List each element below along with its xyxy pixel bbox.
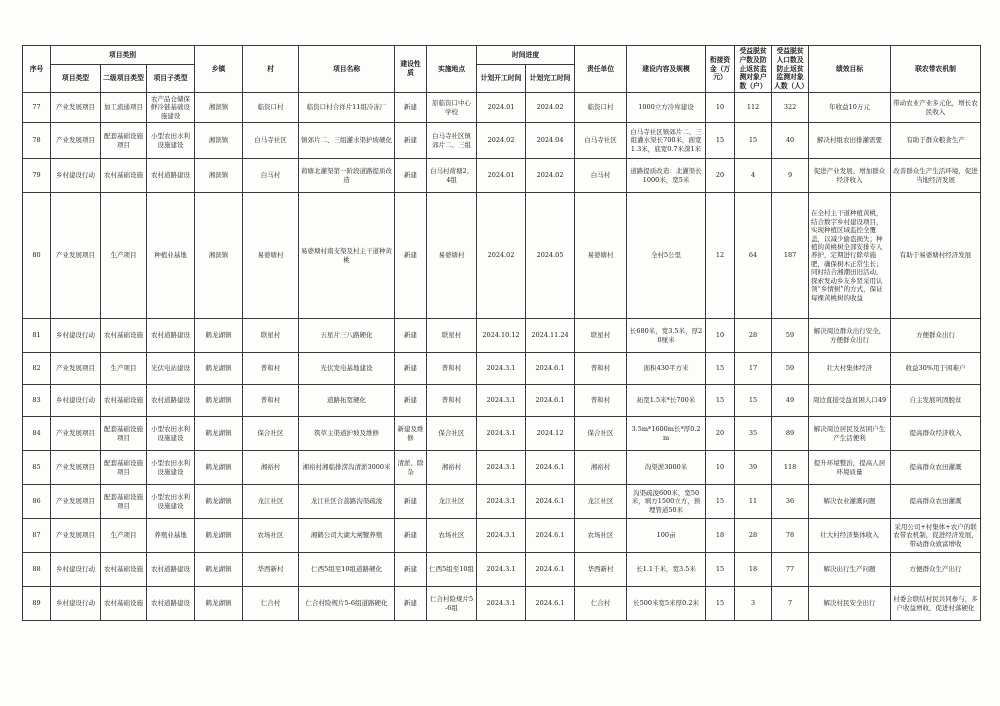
row-plan-start: 2024.10.12 (477, 319, 526, 353)
row-target: 解决村组农田排灌需要 (809, 123, 891, 159)
row-township: 鹤龙湖镇 (195, 319, 243, 353)
row-village: 白马寺社区 (243, 123, 299, 159)
row-population: 187 (772, 193, 809, 319)
row-sub-type: 农村道路建设 (147, 553, 195, 587)
row-secondary-type: 生产项目 (101, 353, 147, 385)
row-population: 36 (772, 485, 809, 519)
row-content: 沟渠疏浚600米，宽50米，填方1500立方，预埋管道50米 (627, 485, 706, 519)
row-plan-end: 2024.6.1 (526, 451, 575, 485)
row-project-name: 湘裕村湘临排涝沟清淤3000米 (299, 451, 395, 485)
row-project-name: 仁西5组至10组道路硬化 (299, 553, 395, 587)
row-plan-start: 2024.3.1 (477, 385, 526, 417)
row-project-type: 产业发展项目 (51, 193, 101, 319)
row-project-name: 湘鹤公司大湖大闸蟹养殖 (299, 519, 395, 553)
row-plan-start: 2024.01 (477, 93, 526, 123)
row-plan-end: 2024.11.24 (526, 319, 575, 353)
header-nature: 建设性质 (395, 46, 427, 93)
row-target: 在全村主干道种植黄桃，结合数字乡村建设项目，实现种植区域监控全覆盖，以减少偷盗损失；种植的黄桃树全部安排专人养护，定期进行除草施肥，确保树木正常生长；同时结合湘潮田旧活动，探索发动乡友乡贤采用认领“乡情树”的方式，保证每棵黄桃树的收益 (809, 193, 891, 319)
row-mechanism: 提高群众经济收入 (891, 417, 981, 451)
table-row (23, 417, 981, 451)
row-households: 15 (735, 385, 772, 417)
row-location: 白马村荷塘2、4组 (427, 159, 477, 193)
row-households: 39 (735, 451, 772, 485)
row-sub-type: 养殖业基地 (147, 519, 195, 553)
row-population: 7 (772, 587, 809, 621)
row-funds: 10 (706, 93, 735, 123)
row-responsible: 普和村 (575, 353, 627, 385)
row-project-name: 光伏发电基地建设 (299, 353, 395, 385)
row-target: 壮大村集体经济 (809, 353, 891, 385)
row-village: 保合社区 (243, 417, 299, 451)
row-township: 鹤龙湖镇 (195, 485, 243, 519)
row-funds: 15 (706, 385, 735, 417)
row-plan-start: 2024.3.1 (477, 553, 526, 587)
row-households: 35 (735, 417, 772, 451)
row-township: 湘滨镇 (195, 123, 243, 159)
row-seq: 87 (23, 519, 51, 553)
row-secondary-type: 农村基础设施 (101, 159, 147, 193)
row-content: 全村5公里 (627, 193, 706, 319)
project-table (22, 45, 981, 621)
row-responsible: 仁合村 (575, 587, 627, 621)
row-township: 鹤龙湖镇 (195, 353, 243, 385)
row-project-type: 产业发展项目 (51, 93, 101, 123)
header-plan-start: 计划开工时间 (477, 65, 526, 93)
row-township: 湘滨镇 (195, 193, 243, 319)
row-households: 17 (735, 353, 772, 385)
row-target: 解决周边居民及贫困户生产生活便利 (809, 417, 891, 451)
row-plan-start: 2024.3.1 (477, 519, 526, 553)
header-seq: 序号 (23, 46, 51, 93)
row-location: 易婆塘村 (427, 193, 477, 319)
row-location: 普和村 (427, 353, 477, 385)
row-seq: 89 (23, 587, 51, 621)
row-content: 沟渠淤3000米 (627, 451, 706, 485)
header-project-category: 项目类别 (51, 46, 195, 65)
row-seq: 79 (23, 159, 51, 193)
table-row (23, 123, 981, 159)
row-sub-type: 种植业基地 (147, 193, 195, 319)
row-population: 77 (772, 553, 809, 587)
row-plan-start: 2024.3.1 (477, 353, 526, 385)
row-mechanism: 收益30%用于困难户 (891, 353, 981, 385)
row-plan-start: 2024.02 (477, 193, 526, 319)
header-households: 受益脱贫户数及防止返贫监测对象户数（户） (735, 46, 772, 93)
row-seq: 84 (23, 417, 51, 451)
row-households: 4 (735, 159, 772, 193)
row-plan-start: 2024.3.1 (477, 485, 526, 519)
row-mechanism: 采用公司+村集体+农户的联农带农机制，促进经济发展，带动群众致富增收 (891, 519, 981, 553)
row-township: 鹤龙湖镇 (195, 519, 243, 553)
table-row (23, 587, 981, 621)
row-content: 长680米，宽3.5米，厚20厘米 (627, 319, 706, 353)
row-responsible: 临资口村 (575, 93, 627, 123)
row-mechanism: 提高群众农田灌溉 (891, 485, 981, 519)
row-secondary-type: 农村基础设施 (101, 553, 147, 587)
row-township: 鹤龙湖镇 (195, 553, 243, 587)
row-target: 解决农业灌溉问题 (809, 485, 891, 519)
row-project-name: 筑草主渠道护坡及维修 (299, 417, 395, 451)
row-plan-end: 2024.6.1 (526, 553, 575, 587)
row-sub-type: 农村道路建设 (147, 319, 195, 353)
row-mechanism: 方便群众生产出行 (891, 553, 981, 587)
row-township: 鹤龙湖镇 (195, 417, 243, 451)
row-township: 湘滨镇 (195, 159, 243, 193)
row-village: 普和村 (243, 385, 299, 417)
row-village: 普和村 (243, 353, 299, 385)
row-project-name: 易婆塘村南支渠及村主干道种黄桃 (299, 193, 395, 319)
row-population: 59 (772, 353, 809, 385)
row-responsible: 白马村 (575, 159, 627, 193)
row-responsible: 易婆塘村 (575, 193, 627, 319)
table-row (23, 553, 981, 587)
row-sub-type: 农村道路建设 (147, 385, 195, 417)
row-project-name: 仁合村险规片5-6组道路硬化 (299, 587, 395, 621)
row-secondary-type: 农村基础设施 (101, 587, 147, 621)
row-funds: 20 (706, 417, 735, 451)
row-population: 59 (772, 319, 809, 353)
row-responsible: 普和村 (575, 385, 627, 417)
row-secondary-type: 生产项目 (101, 193, 147, 319)
row-location: 普和村 (427, 385, 477, 417)
table-row (23, 519, 981, 553)
row-funds: 10 (706, 319, 735, 353)
row-project-name: 镇郊片二、三组灌水渠护坡硬化 (299, 123, 395, 159)
header-location: 实施地点 (427, 46, 477, 93)
row-sub-type: 农村道路建设 (147, 159, 195, 193)
header-target: 绩效目标 (809, 46, 891, 93)
row-location: 龙江社区 (427, 485, 477, 519)
row-village: 联星村 (243, 319, 299, 353)
row-village: 临资口村 (243, 93, 299, 123)
row-village: 湘裕村 (243, 451, 299, 485)
row-nature: 新建 (395, 519, 427, 553)
row-secondary-type: 加工流通项目 (101, 93, 147, 123)
row-seq: 83 (23, 385, 51, 417)
row-nature: 新建 (395, 353, 427, 385)
row-seq: 88 (23, 553, 51, 587)
row-plan-start: 2024.3.1 (477, 451, 526, 485)
row-sub-type: 小型农田水利设施建设 (147, 417, 195, 451)
row-project-name: 道路拓宽硬化 (299, 385, 395, 417)
row-funds: 15 (706, 587, 735, 621)
row-project-type: 乡村建设行动 (51, 159, 101, 193)
row-households: 15 (735, 123, 772, 159)
row-target: 解决周边群众出行安全，方便群众出行 (809, 319, 891, 353)
row-project-type: 产业发展项目 (51, 485, 101, 519)
row-project-type: 乡村建设行动 (51, 385, 101, 417)
row-content: 3.5m*1600m长*厚0.2m (627, 417, 706, 451)
row-nature: 新建 (395, 93, 427, 123)
row-township: 湘滨镇 (195, 93, 243, 123)
row-village: 农场社区 (243, 519, 299, 553)
header-population: 受益脱贫人口数及防止返贫监测对象人数（人） (772, 46, 809, 93)
row-target: 提升环境整治，提高人居环境质量 (809, 451, 891, 485)
row-project-type: 产业发展项目 (51, 417, 101, 451)
row-responsible: 龙江社区 (575, 485, 627, 519)
row-nature: 清淤、除杂 (395, 451, 427, 485)
row-plan-end: 2024.05 (526, 193, 575, 319)
row-sub-type: 农村道路建设 (147, 587, 195, 621)
row-nature: 新建 (395, 123, 427, 159)
row-plan-end: 2024.6.1 (526, 385, 575, 417)
row-funds: 15 (706, 123, 735, 159)
row-households: 112 (735, 93, 772, 123)
row-plan-end: 2024.6.1 (526, 485, 575, 519)
row-content: 白马寺社区镇郊片二、三组灌水渠长700米，面宽1.3米，底宽0.7米深1米 (627, 123, 706, 159)
row-project-name: 临资口村合祥片11组冷冻厂 (299, 93, 395, 123)
row-nature: 新建 (395, 193, 427, 319)
row-responsible: 联星村 (575, 319, 627, 353)
table-row (23, 385, 981, 417)
row-households: 11 (735, 485, 772, 519)
row-project-type: 产业发展项目 (51, 451, 101, 485)
row-sub-type: 小型农田水利设施建设 (147, 485, 195, 519)
row-population: 49 (772, 385, 809, 417)
row-project-type: 乡村建设行动 (51, 319, 101, 353)
row-nature: 新建 (395, 553, 427, 587)
row-location: 农场社区 (427, 519, 477, 553)
row-target: 周边直接受益贫困人口49 (809, 385, 891, 417)
row-mechanism: 方便群众出行 (891, 319, 981, 353)
row-secondary-type: 配套基础设施项目 (101, 123, 147, 159)
row-target: 解决出行生产问题 (809, 553, 891, 587)
header-content: 建设内容及规模 (627, 46, 706, 93)
row-responsible: 华西新村 (575, 553, 627, 587)
row-households: 18 (735, 553, 772, 587)
row-nature: 新建 (395, 319, 427, 353)
row-location: 白马寺社区镇郊片二、三组 (427, 123, 477, 159)
row-project-type: 产业发展项目 (51, 353, 101, 385)
row-village: 易婆塘村 (243, 193, 299, 319)
row-seq: 82 (23, 353, 51, 385)
row-plan-end: 2024.02 (526, 159, 575, 193)
header-project-name: 项目名称 (299, 46, 395, 93)
row-funds: 10 (706, 451, 735, 485)
row-plan-end: 2024.12 (526, 417, 575, 451)
row-plan-start: 2024.02 (477, 123, 526, 159)
row-funds: 15 (706, 353, 735, 385)
table-row (23, 319, 981, 353)
row-nature: 新建 (395, 385, 427, 417)
header-mechanism: 联农带农机制 (891, 46, 981, 93)
row-plan-start: 2024.01 (477, 159, 526, 193)
row-mechanism: 有助于易婆塘村经济发展 (891, 193, 981, 319)
row-responsible: 湘裕村 (575, 451, 627, 485)
row-secondary-type: 生产项目 (101, 519, 147, 553)
row-secondary-type: 配套基础设施项目 (101, 451, 147, 485)
row-location: 仁西5组至10组 (427, 553, 477, 587)
row-mechanism: 提高群众农田灌溉 (891, 451, 981, 485)
row-seq: 78 (23, 123, 51, 159)
row-sub-type: 光伏电站建设 (147, 353, 195, 385)
row-village: 白马村 (243, 159, 299, 193)
table-row (23, 353, 981, 385)
header-responsible: 责任单位 (575, 46, 627, 93)
row-plan-end: 2024.6.1 (526, 353, 575, 385)
row-households: 3 (735, 587, 772, 621)
table-row (23, 485, 981, 519)
row-project-name: 荷塘北灌渠第一阶段道路提质改造 (299, 159, 395, 193)
row-responsible: 农场社区 (575, 519, 627, 553)
row-nature: 新建 (395, 587, 427, 621)
row-sub-type: 小型农田水利设施建设 (147, 451, 195, 485)
row-seq: 81 (23, 319, 51, 353)
row-population: 9 (772, 159, 809, 193)
row-plan-end: 2024.6.1 (526, 587, 575, 621)
header-sub-type: 项目子类型 (147, 65, 195, 93)
row-funds: 15 (706, 485, 735, 519)
row-households: 64 (735, 193, 772, 319)
row-location: 湘裕村 (427, 451, 477, 485)
row-mechanism: 村委会联结村民共同参与，多户收益增收，促进村落硬化 (891, 587, 981, 621)
header-village: 村 (243, 46, 299, 93)
table-row (23, 93, 981, 123)
row-mechanism: 自主发展巩固脱贫 (891, 385, 981, 417)
row-township: 鹤龙湖镇 (195, 587, 243, 621)
row-responsible: 白马寺社区 (575, 123, 627, 159)
row-mechanism: 带动农业产业多元化，增长农民收入 (891, 93, 981, 123)
row-village: 仁合村 (243, 587, 299, 621)
row-location: 联星村 (427, 319, 477, 353)
row-target: 壮大村经济集体收入 (809, 519, 891, 553)
row-location: 原临资口中心学校 (427, 93, 477, 123)
table-row (23, 193, 981, 319)
row-project-name: 五星片三八路硬化 (299, 319, 395, 353)
row-secondary-type: 配套基础设施项目 (101, 485, 147, 519)
row-funds: 18 (706, 519, 735, 553)
row-population: 322 (772, 93, 809, 123)
row-seq: 85 (23, 451, 51, 485)
row-content: 道路提质改造：北灌渠长1000米，宽5米 (627, 159, 706, 193)
header-project-type: 项目类型 (51, 65, 101, 93)
row-content: 面积430平方米 (627, 353, 706, 385)
row-funds: 12 (706, 193, 735, 319)
header-time-progress: 时间进度 (477, 46, 575, 65)
row-mechanism: 有助于群众粮食生产 (891, 123, 981, 159)
row-content: 拓宽1.5米*长700米 (627, 385, 706, 417)
row-project-type: 产业发展项目 (51, 519, 101, 553)
row-population: 78 (772, 519, 809, 553)
row-target: 解决村民安全出行 (809, 587, 891, 621)
row-content: 长500米宽5米厚0.2米 (627, 587, 706, 621)
row-secondary-type: 农村基础设施 (101, 319, 147, 353)
row-population: 40 (772, 123, 809, 159)
row-mechanism: 改善群众生产生活环境，促进当地经济发展 (891, 159, 981, 193)
row-sub-type: 农产品仓储保鲜冷链基础设施建设 (147, 93, 195, 123)
row-population: 118 (772, 451, 809, 485)
row-project-type: 产业发展项目 (51, 123, 101, 159)
row-township: 鹤龙湖镇 (195, 385, 243, 417)
row-nature: 新建 (395, 485, 427, 519)
row-plan-end: 2024.04 (526, 123, 575, 159)
row-secondary-type: 农村基础设施 (101, 385, 147, 417)
row-village: 龙江社区 (243, 485, 299, 519)
row-location: 仁合村险规片5-6组 (427, 587, 477, 621)
row-seq: 80 (23, 193, 51, 319)
row-project-type: 乡村建设行动 (51, 553, 101, 587)
row-content: 长1.1千米，宽3.5米 (627, 553, 706, 587)
row-content: 100亩 (627, 519, 706, 553)
row-village: 华西新村 (243, 553, 299, 587)
row-seq: 86 (23, 485, 51, 519)
row-funds: 15 (706, 553, 735, 587)
row-plan-start: 2024.3.1 (477, 417, 526, 451)
row-sub-type: 小型农田水利设施建设 (147, 123, 195, 159)
row-target: 年收益10万元 (809, 93, 891, 123)
row-funds: 20 (706, 159, 735, 193)
row-nature: 新建 (395, 159, 427, 193)
header-funds: 衔接资金（万元） (706, 46, 735, 93)
header-township: 乡镇 (195, 46, 243, 93)
row-project-name: 龙江社区合荔路沟渠疏浚 (299, 485, 395, 519)
row-households: 28 (735, 319, 772, 353)
row-plan-end: 2024.6.1 (526, 519, 575, 553)
row-township: 鹤龙湖镇 (195, 451, 243, 485)
row-population: 89 (772, 417, 809, 451)
header-plan-end: 计划完工时间 (526, 65, 575, 93)
row-responsible: 保合社区 (575, 417, 627, 451)
row-plan-start: 2024.3.1 (477, 587, 526, 621)
row-content: 1000立方冷库建设 (627, 93, 706, 123)
row-location: 保合社区 (427, 417, 477, 451)
table-row (23, 451, 981, 485)
row-nature: 新建及维修 (395, 417, 427, 451)
row-households: 28 (735, 519, 772, 553)
row-target: 促进产业发展、增加群众经济收入 (809, 159, 891, 193)
row-secondary-type: 配套基础设施项目 (101, 417, 147, 451)
header-secondary-type: 二级项目类型 (101, 65, 147, 93)
row-project-type: 乡村建设行动 (51, 587, 101, 621)
row-seq: 77 (23, 93, 51, 123)
table-row (23, 159, 981, 193)
row-plan-end: 2024.02 (526, 93, 575, 123)
